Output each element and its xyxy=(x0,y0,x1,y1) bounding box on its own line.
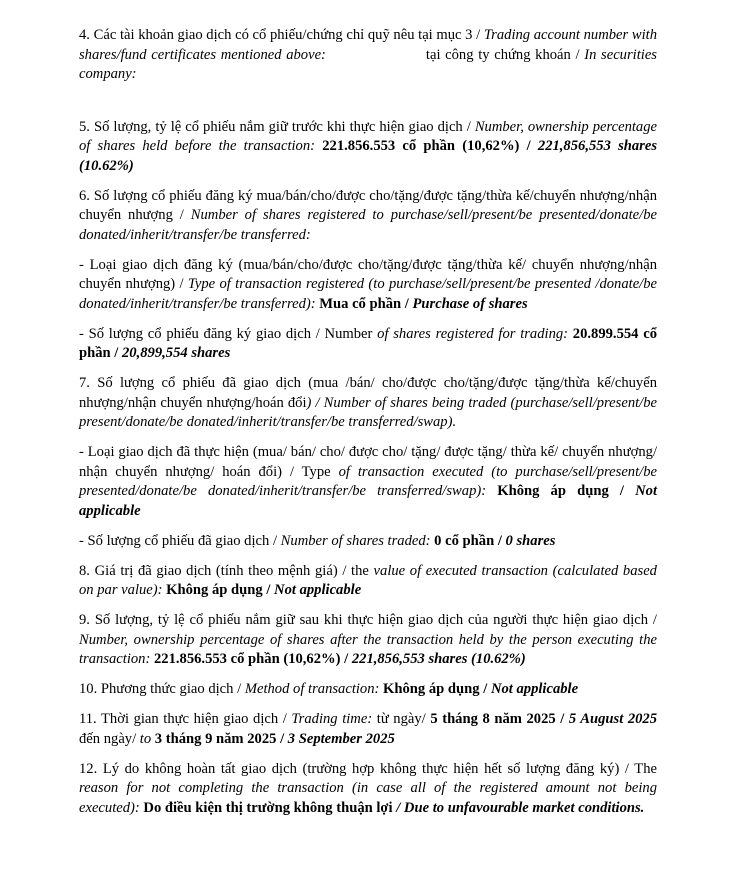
item-11-from-vi: từ ngày/ xyxy=(376,711,431,727)
item-11-start-vi: 5 tháng 8 năm 2025 / xyxy=(430,711,569,727)
item-7a-value-en: Not applicable xyxy=(79,483,657,519)
item-5-value-vi: 221.856.553 cổ phần (10,62%) / xyxy=(322,138,538,154)
item-10-text-vi: 10. Phương thức giao dịch / xyxy=(79,681,245,697)
item-4-text-en: Trading account number with shares/fund certificates mentioned above: xyxy=(79,27,657,63)
item-12-reason xyxy=(79,760,657,819)
item-8-value-en: Not applicable xyxy=(274,582,362,598)
item-11-end-vi: 3 tháng 9 năm 2025 / xyxy=(154,730,288,747)
item-11-to-en: to xyxy=(139,730,155,747)
item-4-trading-accounts xyxy=(79,26,657,85)
item-9-text-vi: 9. Số lượng, tỷ lệ cổ phiếu nắm giữ sau khi thực hiện giao dịch của người thực hiện giao dịch / xyxy=(79,612,657,628)
item-6b-text-en: of shares registered for trading: xyxy=(377,325,573,342)
item-9-value-vi: 221.856.553 cổ phần (10,62%) / xyxy=(154,651,352,667)
item-6-text-vi: 6. Số lượng cổ phiếu đăng ký mua/bán/cho/được cho/tặng/được tặng/thừa kế/chuyển nhượng/nhận chuyển nhượng / xyxy=(79,187,657,223)
item-5-shares-before xyxy=(79,118,657,177)
item-7a-value-vi: Không áp dụng / xyxy=(497,483,636,499)
item-6b-registered-quantity xyxy=(79,325,657,364)
item-10-value-en: Not applicable xyxy=(490,681,579,697)
item-6a-transaction-type xyxy=(79,256,657,315)
item-7-shares-traded xyxy=(79,374,657,433)
item-7a-text-en: of transaction executed (to purchase/sell/present/be presented/donate/be donated/inherit/transfer/be transferred/swap): xyxy=(79,463,657,499)
item-6-text-en: Number of shares registered to purchase/sell/present/be presented/donate/be donated/inherit/transfer/be transferred: xyxy=(79,207,657,243)
item-7b-traded-quantity xyxy=(79,532,657,552)
item-10-value-vi: Không áp dụng / xyxy=(383,681,491,697)
item-11-text-en: Trading time: xyxy=(291,711,377,727)
item-5-text-en: Number, ownership percentage of shares held before the transaction: xyxy=(79,118,657,154)
item-4-text-vi: 4. Các tài khoản giao dịch có cổ phiếu/chứng chỉ quỹ nêu tại mục 3 / xyxy=(79,27,484,43)
item-4-company-vi: tại công ty chứng khoán / xyxy=(425,46,585,63)
item-9-text-en: Number, ownership percentage of shares after the transaction held by the person executing the transaction: xyxy=(79,631,657,667)
document-page xyxy=(79,26,657,829)
item-8-value-vi: Không áp dụng / xyxy=(166,582,275,598)
item-7-text-en: ) / Number of shares being traded (purchase/sell/present/be present/donate/be donated/inherit/transfer/be transferred/swap). xyxy=(79,394,657,430)
item-12-value-vi: Do điều kiện thị trường không thuận lợi xyxy=(143,799,397,816)
item-7b-value-vi: 0 cổ phần / xyxy=(434,532,506,549)
item-11-text-vi: 11. Thời gian thực hiện giao dịch / xyxy=(79,711,292,727)
item-8-text-vi: 8. Giá trị đã giao dịch (tính theo mệnh giá) / the xyxy=(79,562,374,579)
item-12-value-en: / Due to unfavourable market conditions. xyxy=(396,799,645,816)
item-7b-value-en: 0 shares xyxy=(505,532,556,549)
item-6b-value-vi: 20.899.554 cổ phần / xyxy=(79,325,657,361)
item-7b-text-vi: - Số lượng cổ phiếu đã giao dịch / xyxy=(79,532,281,549)
item-5-value-en: 221,856,553 shares (10.62%) xyxy=(79,138,657,174)
item-8-executed-value xyxy=(79,562,657,601)
item-10-text-en: Method of transaction: xyxy=(244,681,384,697)
item-5-text-vi: 5. Số lượng, tỷ lệ cổ phiếu nắm giữ trước khi thực hiện giao dịch / xyxy=(79,118,475,135)
item-11-trading-time xyxy=(79,710,657,749)
item-11-to-vi: đến ngày/ xyxy=(79,730,140,747)
item-6a-value-en: Purchase of shares xyxy=(412,295,528,312)
item-9-shares-after xyxy=(79,611,657,670)
item-6b-value-en: 20,899,554 shares xyxy=(122,345,231,361)
item-8-text-en: value of executed transaction (calculated based on par value): xyxy=(79,562,657,598)
item-7a-executed-type xyxy=(79,443,657,521)
item-11-end-en: 3 September 2025 xyxy=(287,730,395,747)
item-11-start-en: 5 August 2025 xyxy=(568,711,658,727)
item-6a-value-vi: Mua cổ phần / xyxy=(319,295,413,312)
item-6a-text-vi: - Loại giao dịch đăng ký (mua/bán/cho/được cho/tặng/được tặng/thừa kế/ chuyển nhượng/nhận chuyển nhượng) / xyxy=(79,256,657,292)
item-6-shares-registered xyxy=(79,187,657,246)
item-7b-text-en: Number of shares traded: xyxy=(280,532,435,549)
item-6b-text-vi: - Số lượng cổ phiếu đăng ký giao dịch / Number xyxy=(79,325,378,342)
item-7-text-vi: 7. Số lượng cổ phiếu đã giao dịch (mua /bán/ cho/được cho/tặng/được tặng/thừa kế/chuyển nhượng/nhận chuyển nhượng/hoán đổi xyxy=(79,375,657,411)
item-6a-text-en: Type of transaction registered (to purchase/sell/present/be presented /donate/be donated/inherit/transfer/be transferred): xyxy=(79,276,657,312)
item-9-value-en: 221,856,553 shares (10.62%) xyxy=(351,651,526,667)
item-7a-text-vi: - Loại giao dịch đã thực hiện (mua/ bán/ cho/ được cho/ tặng/ được tặng/ thừa kế/ chuyển nhượng/ nhận chuyển nhượng/ hoán đổi) / Type xyxy=(79,444,657,480)
item-4-company-en: In securities company: xyxy=(79,46,657,82)
item-12-text-vi: 12. Lý do không hoàn tất giao dịch (trường hợp không thực hiện hết số lượng đăng ký) / The xyxy=(79,760,657,777)
item-10-method xyxy=(79,680,657,700)
item-12-text-en: reason for not completing the transaction (in case all of the registered amount not being executed): xyxy=(79,780,657,816)
